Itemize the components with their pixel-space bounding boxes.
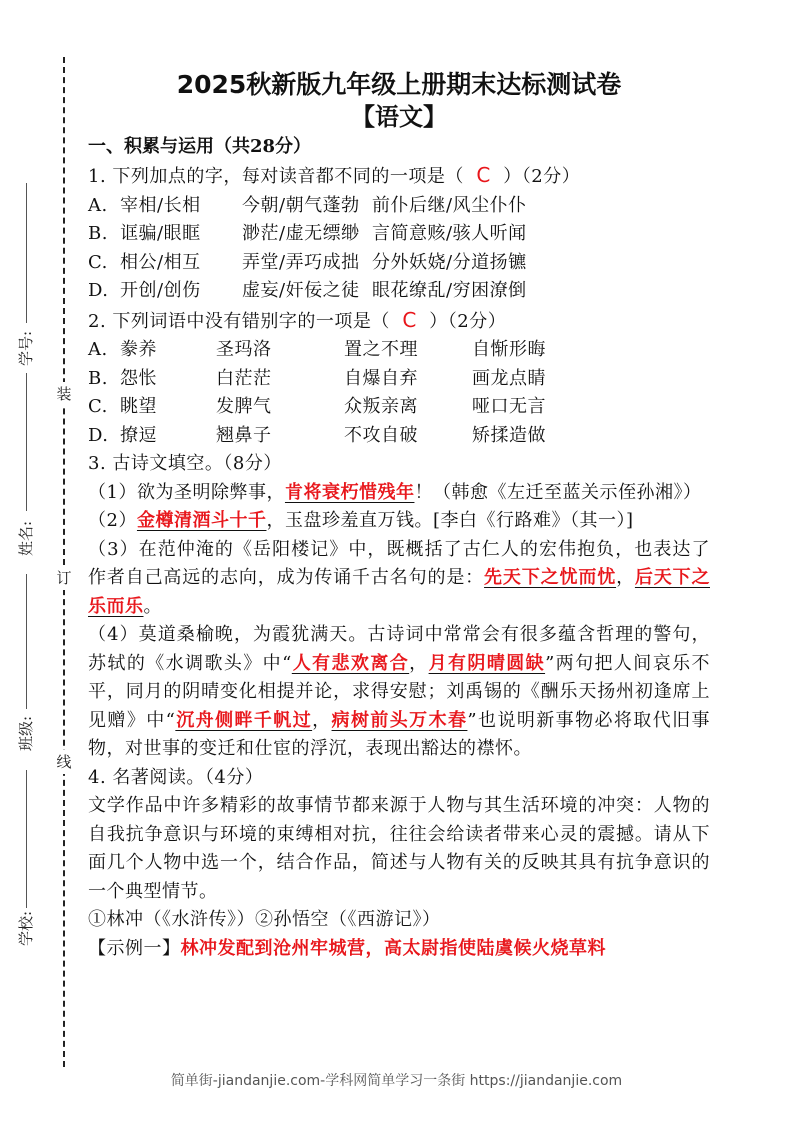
- q4-stem: 4. 名著阅读。（4分）: [88, 766, 264, 788]
- q3-4-answer-1: 人有悲欢离合: [291, 652, 410, 674]
- q4-example-answer: 林冲发配到沧州牢城营，高太尉指使陆虞候火烧草料: [180, 937, 606, 959]
- binding-char-xian: 线: [54, 750, 74, 774]
- section-1-title: 一、积累与运用（共28分）: [88, 136, 312, 157]
- q3-2-answer: 金樽清酒斗十千: [136, 510, 267, 531]
- q3-part-3: （3）在范仲淹的《岳阳楼记》中，既概括了古仁人的宏伟抱负，也表达了作者自己高远的志向，成为传诵千古名句的是：先天下之忧而忧，后天下之乐而乐。: [88, 538, 710, 617]
- name-line[interactable]: [26, 373, 27, 511]
- exam-content: [88, 68, 710, 963]
- exam-subject: 【语文】: [351, 103, 447, 131]
- q3-part-1: （1）欲为圣明除弊事，肯将衰朽惜残年！（韩愈《左迁至蓝关示侄孙湘》）: [88, 481, 702, 503]
- binding-char-zhuang: 装: [54, 382, 74, 406]
- q4-example: [88, 935, 710, 964]
- q2-option-a: A. 豢养 圣玛洛 置之不理 自惭形晦: [88, 339, 546, 360]
- q3-4-answer-4: 病树前头万木春: [331, 709, 468, 731]
- q1-option-c: C. 相公/相互 弄堂/弄巧成拙 分外妖娆/分道扬镳: [88, 251, 527, 273]
- q3-1-answer: 肯将衰朽惜残年: [284, 481, 415, 503]
- q2-answer: C: [402, 307, 417, 332]
- q3-3-answer-2: 后天下之乐而乐: [88, 567, 710, 617]
- school-line[interactable]: [26, 770, 27, 908]
- q2-option-c: C. 眺望 发脾气 众叛亲离 哑口无言: [88, 396, 546, 417]
- binding-dashed-line: [63, 57, 65, 1067]
- q2-option-d: D. 撩逗 翘鼻子 不攻自破 矫揉造做: [88, 424, 546, 446]
- q1-answer: C: [476, 163, 491, 187]
- q3-part-2: （2）金樽清酒斗十千，玉盘珍羞直万钱。[李白《行路难》（其一）]: [88, 510, 634, 531]
- q3-4-answer-3: 沉舟侧畔千帆过: [175, 709, 313, 731]
- q3-part-4: （4）莫道桑榆晚，为霞犹满天。古诗词中常常会有很多蕴含哲理的警句，苏轼的《水调歌头》中“人有悲欢离合，月有阴晴圆缺”两句把人间哀乐不平，同月的阴晴变化相提并论，求得安慰；刘禹锡的《酬乐天扬州初逢席上见赠》中“沉舟侧畔千帆过，病树前头万木春”也说明新事物必将取代旧事物，对世事的变迁和仕宦的浮沉，表现出豁达的襟怀。: [88, 624, 711, 759]
- q1-option-d: D. 开创/创伤 虚妄/奸佞之徒 眼花缭乱/穷困潦倒: [88, 280, 527, 301]
- q2-option-b: B. 怨怅 白茫茫 自爆自弃 画龙点睛: [88, 367, 546, 389]
- school-label: 学校:: [17, 910, 36, 946]
- q4-body: 文学作品中许多精彩的故事情节都来源于人物与其生活环境的冲突：人物的自我抗争意识与环境的束缚相对抗，往往会给读者带来心灵的震撼。请从下面几个人物中选一个，结合作品，简述与人物有关的反映其具有抗争意识的一个典型情节。: [88, 795, 710, 902]
- binding-char-ding: 订: [54, 566, 74, 590]
- q3-stem: 3. 古诗文填空。（8分）: [88, 453, 282, 474]
- class-label: 班级:: [17, 715, 36, 751]
- exam-title: 2025秋新版九年级上册期末达标测试卷: [176, 70, 622, 99]
- q3-3-answer-1: 先天下之忧而忧: [484, 567, 617, 588]
- q3-4-answer-2: 月有阴晴圆缺: [428, 652, 546, 674]
- page-footer-watermark: 简单街-jiandanjie.com-学科网简单学习一条街 https://jiandanjie.com: [170, 1073, 623, 1089]
- q2-stem: 2. 下列词语中没有错别字的一项是（ C ）（2分）: [88, 307, 507, 332]
- q4-example-label: 【示例一】: [88, 937, 181, 959]
- q1-option-a: A. 宰相/长相 今朝/朝气蓬勃 前仆后继/风尘仆仆: [88, 194, 527, 216]
- q1-option-b: B. 诓骗/眼眶 渺茫/虚无缥缈 言简意赅/骇人听闻: [88, 223, 527, 244]
- student-id-line[interactable]: [26, 183, 27, 323]
- name-label: 姓名:: [17, 520, 36, 556]
- q1-stem: 1. 下列加点的字，每对读音都不同的一项是（ C ）（2分）: [88, 163, 581, 187]
- q4-choices: ①林冲（《水浒传》）②孙悟空（《西游记》）: [88, 909, 441, 930]
- class-line[interactable]: [26, 574, 27, 709]
- student-id-label: 学号:: [17, 330, 36, 366]
